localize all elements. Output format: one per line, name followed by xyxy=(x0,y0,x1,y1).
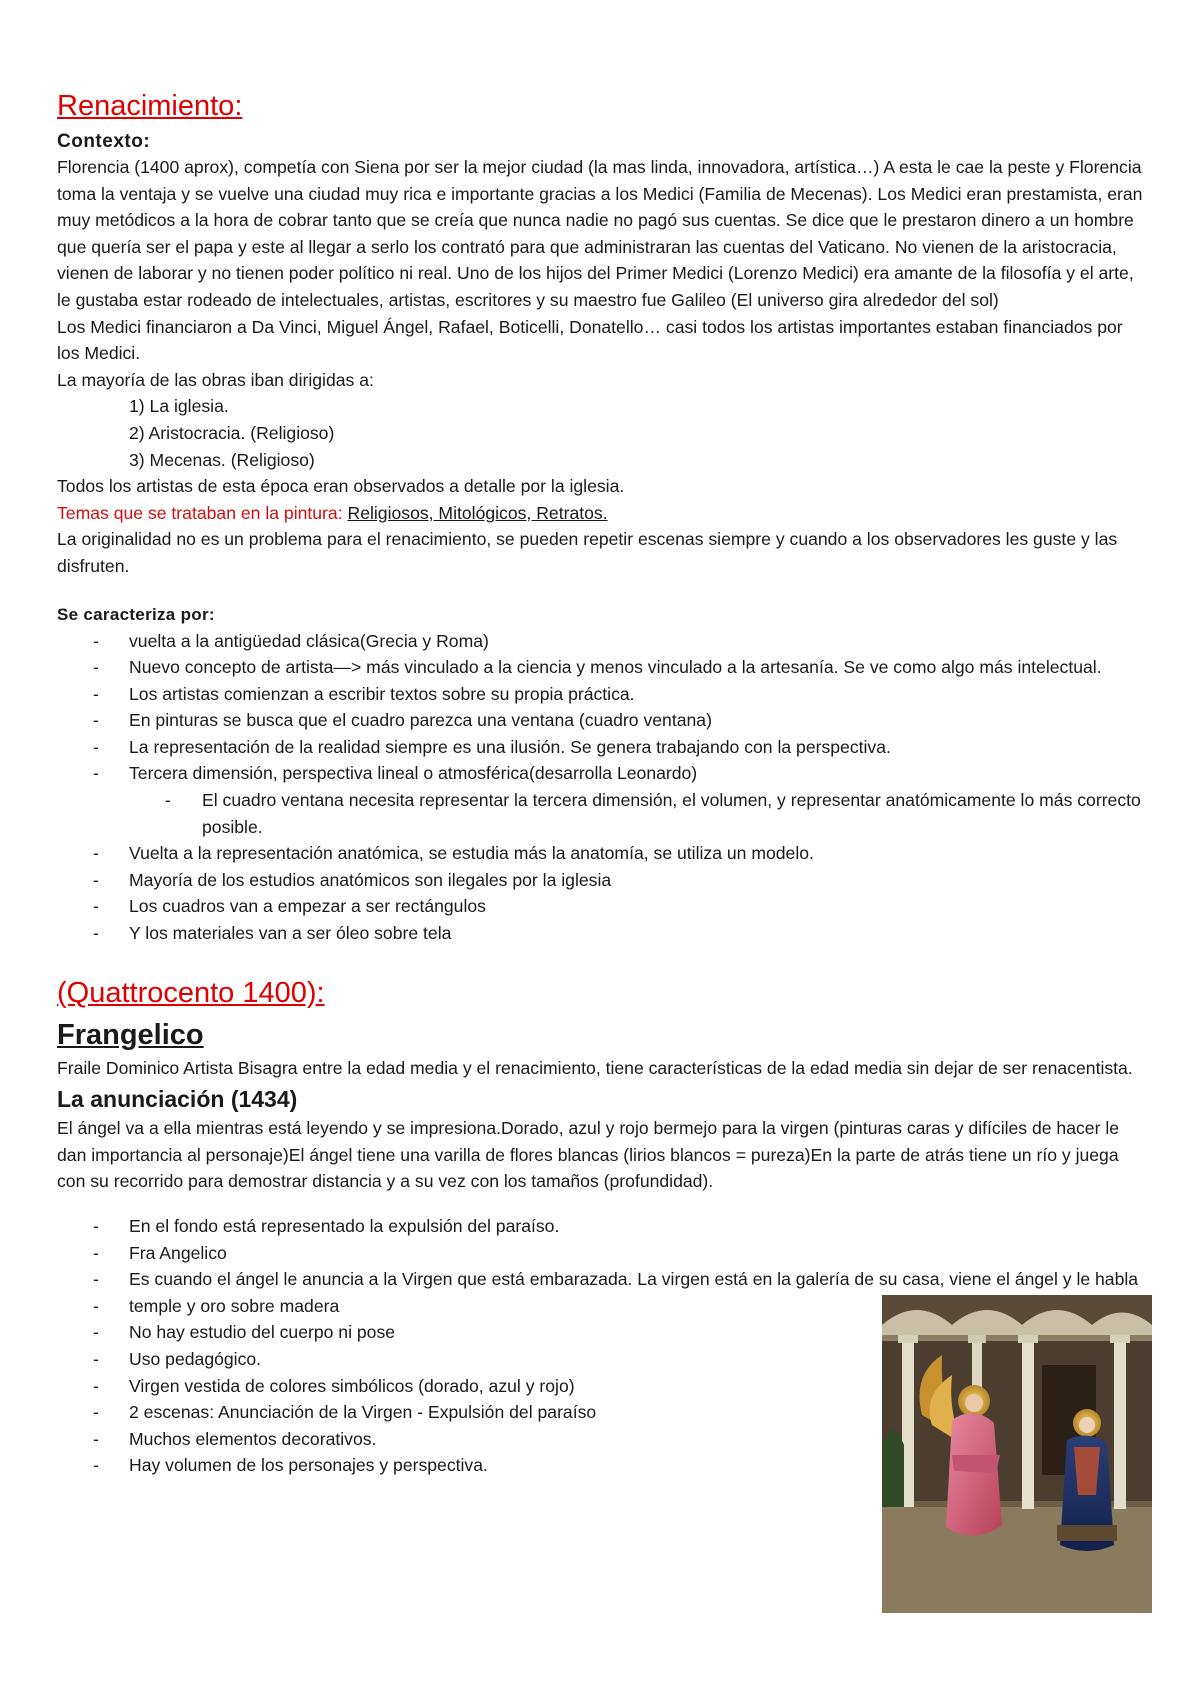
list-item: - Vuelta a la representación anatómica, se estudia más la anatomía, se utiliza un modelo. xyxy=(57,840,1147,867)
list-item: - Muchos elementos decorativos. xyxy=(57,1426,1147,1453)
temas-value: Religiosos, Mitológicos, Retratos. xyxy=(347,502,608,523)
list-item: - Fra Angelico xyxy=(57,1240,1147,1267)
list-item: - Uso pedagógico. xyxy=(57,1346,1147,1373)
list-item: - En el fondo está representado la expulsión del paraíso. xyxy=(57,1213,1147,1240)
contexto-paragraph-3: La mayoría de las obras iban dirigidas a: xyxy=(57,369,374,390)
list-item: - En pinturas se busca que el cuadro parezca una ventana (cuadro ventana) xyxy=(57,707,1147,734)
list-item: - Los cuadros van a empezar a ser rectángulos xyxy=(57,893,1147,920)
list-item: - temple y oro sobre madera xyxy=(57,1293,1147,1320)
list-item: - Mayoría de los estudios anatómicos son ilegales por la iglesia xyxy=(57,867,1147,894)
originalidad-paragraph: La originalidad no es un problema para el renacimiento, se pueden repetir escenas siempre y cuando a los observadores les guste y las disfruten. xyxy=(57,529,1118,576)
observados-paragraph: Todos los artistas de esta época eran observados a detalle por la iglesia. xyxy=(57,476,625,497)
section-title-renacimiento: Renacimiento: xyxy=(57,90,243,122)
temas-line xyxy=(57,500,1147,527)
document-page xyxy=(57,88,1147,1479)
work-heading: La anunciación (1434) xyxy=(57,1086,298,1113)
list-item: - La representación de la realidad siempre es una ilusión. Se genera trabajando con la perspectiva. xyxy=(57,734,1147,761)
list-item: - Es cuando el ángel le anuncia a la Virgen que está embarazada. La virgen está en la galería de su casa, viene el ángel y le habla xyxy=(57,1266,1147,1293)
list-item: - Y los materiales van a ser óleo sobre tela xyxy=(57,920,1147,947)
section-title-quattrocento: (Quattrocento 1400): xyxy=(57,976,325,1009)
caracteriza-list xyxy=(57,628,1147,947)
list-subitem: - El cuadro ventana necesita representar la tercera dimensión, el volumen, y representar anatómicamente lo más correcto posible. xyxy=(57,787,1147,840)
artist-description: Fraile Dominico Artista Bisagra entre la edad media y el renacimiento, tiene características de la edad media sin dejar de ser renacentista. xyxy=(57,1057,1133,1078)
contexto-paragraph-1: Florencia (1400 aprox), competía con Siena por ser la mejor ciudad (la mas linda, innovadora, artística…) A esta le cae la peste y Florencia toma la ventaja y se vuelve una ciudad muy rica e importante gracias a los Medici (Familia de Mecenas). Los Medici eran prestamista, eran muy metódicos a la hora de cobrar tanto que se creía que nunca nadie no pagó sus cuentas. Se dice que le prestaron dinero a un hombre que quería ser el papa y este al llegar a serlo los contrató para que administraran las cuentas del Vaticano. No vienen de la aristocracia, vienen de laborar y no tienen poder político ni real. Uno de los hijos del Primer Medici (Lorenzo Medici) era amante de la filosofía y el arte, le gustaba estar rodeado de intelectuales, artistas, escritores y su maestro fue Galileo (El universo gira alrededor del sol) xyxy=(57,157,1143,310)
list-item: - No hay estudio del cuerpo ni pose xyxy=(57,1319,1147,1346)
list-item: - Virgen vestida de colores simbólicos (dorado, azul y rojo) xyxy=(57,1373,1147,1400)
list-item: - Los artistas comienzan a escribir textos sobre su propia práctica. xyxy=(57,681,1147,708)
list-item: - 2 escenas: Anunciación de la Virgen - Expulsión del paraíso xyxy=(57,1399,1147,1426)
obras-item-3: 3) Mecenas. (Religioso) xyxy=(129,449,315,470)
list-item: - vuelta a la antigüedad clásica(Grecia y Roma) xyxy=(57,628,1147,655)
artist-heading: Frangelico xyxy=(57,1018,204,1051)
list-item: - Nuevo concepto de artista—> más vinculado a la ciencia y menos vinculado a la artesanía. Se ve como algo más intelectual. xyxy=(57,654,1147,681)
caracteriza-heading: Se caracteriza por: xyxy=(57,604,215,624)
annunciation-painting-image xyxy=(882,1295,1152,1613)
list-item: - Hay volumen de los personajes y perspectiva. xyxy=(57,1452,1147,1479)
contexto-heading: Contexto: xyxy=(57,131,151,152)
work-description: El ángel va a ella mientras está leyendo y se impresiona.Dorado, azul y rojo bermejo para la virgen (pinturas caras y difíciles de hacer le dan importancia al personaje)El ángel tiene una varilla de flores blancas (lirios blancos = pureza)En la parte de atrás tiene un río y juega con su recorrido para demostrar distancia y a su vez con los tamaños (profundidad). xyxy=(57,1118,1120,1192)
list-item: - Tercera dimensión, perspectiva lineal o atmosférica(desarrolla Leonardo) xyxy=(57,760,1147,787)
obras-item-1: 1) La iglesia. xyxy=(129,396,229,417)
contexto-paragraph-2: Los Medici financiaron a Da Vinci, Miguel Ángel, Rafael, Boticelli, Donatello… casi todos los artistas importantes estaban financiados por los Medici. xyxy=(57,316,1123,364)
obras-item-2: 2) Aristocracia. (Religioso) xyxy=(129,422,335,443)
temas-label: Temas que se trataban en la pintura: xyxy=(57,502,343,523)
